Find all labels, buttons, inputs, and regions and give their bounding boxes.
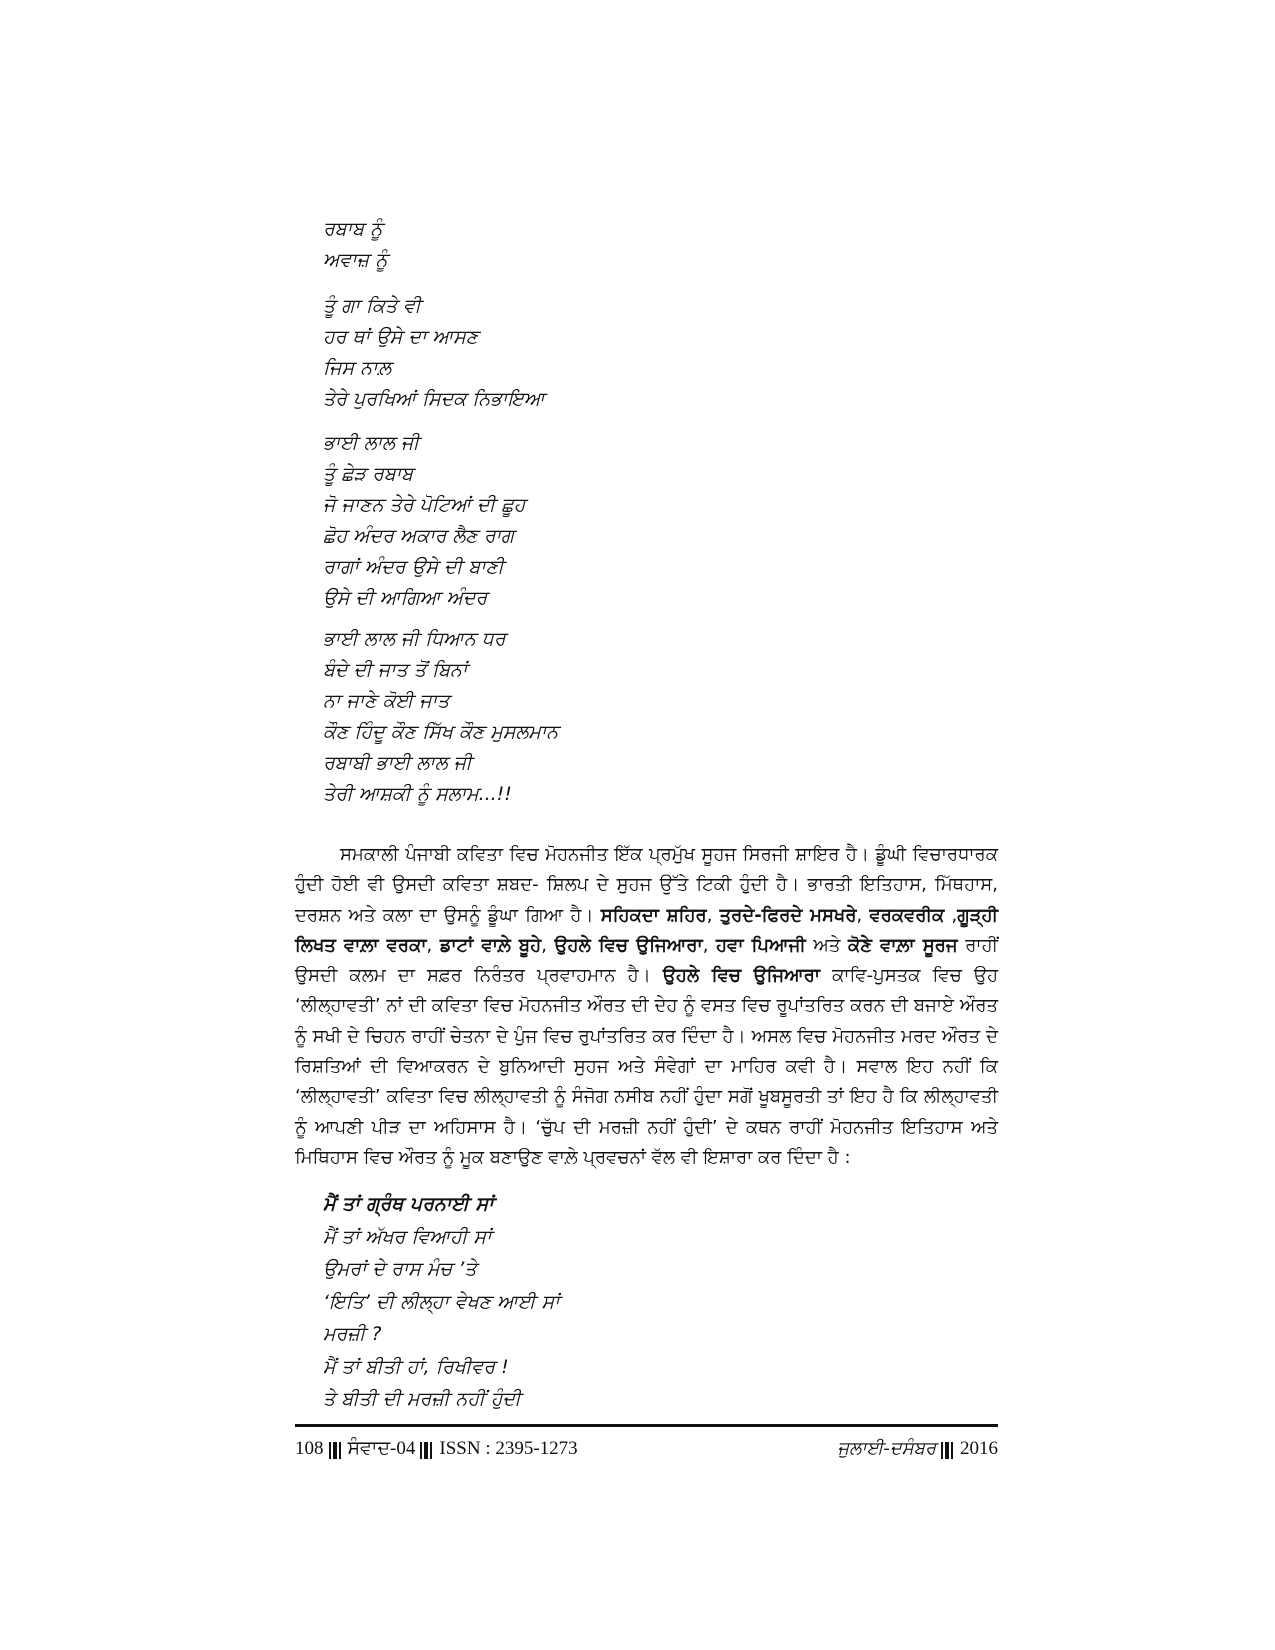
text-run: ,: [706, 904, 720, 926]
text-run: ,: [944, 904, 958, 926]
poem-line: ਤੂੰ ਛੇੜ ਰਬਾਬ: [323, 463, 414, 485]
text-run: ਕਾਵਿ-ਪੁਸਤਕ ਵਿਚ ਉਹ ‘ਲੀਲ੍ਹਾਵਤੀ’ ਨਾਂ ਦੀ ਕਵਿਤਾ ਵਿਚ ਮੋਹਨਜੀਤ ਔਰਤ ਦੀ ਦੇਹ ਨੂੰ ਵਸਤ ਵਿਚ ਰੂਪਾਂਤਰਿਤ ਕਰਨ ਦੀ ਬਜਾਏ ਔਰਤ ਨੂੰ ਸਖੀ ਦੇ ਚਿਹਨ ਰਾਹੀਂ ਚੇਤਨਾ ਦੇ ਪੁੰਜ ਵਿਚ ਰੁਪਾਂਤਰਿਤ ਕਰ ਦਿੰਦਾ ਹੈ। ਅਸਲ ਵਿਚ ਮੋਹਨਜੀਤ ਮਰਦ ਔਰਤ ਦੇ ਰਿਸ਼ਤਿਆਂ ਦੀ ਵਿਆਕਰਨ ਦੇ ਬੁਨਿਆਦੀ ਸੁਹਜ ਅਤੇ ਸੰਵੇਗਾਂ ਦਾ ਮਾਹਿਰ ਕਵੀ ਹੈ। ਸਵਾਲ ਇਹ ਨਹੀਂ ਕਿ ‘ਲੀਲ੍ਹਾਵਤੀ’ ਕਵਿਤਾ ਵਿਚ ਲੀਲ੍ਹਾਵਤੀ ਨੂੰ ਸੰਜੋਗ ਨਸੀਬ ਨਹੀਂ ਹੁੰਦਾ ਸਗੋਂ ਖੂਬਸੂਰਤੀ ਤਾਂ ਇਹ ਹੈ ਕਿ ਲੀਲ੍ਹਾਵਤੀ ਨੂੰ ਆਪਣੀ ਪੀੜ ਦਾ ਅਹਿਸਾਸ ਹੈ। ‘ਚੁੱਪ ਦੀ ਮਰਜ਼ੀ ਨਹੀਂ ਹੁੰਦੀ’ ਦੇ ਕਥਨ ਰਾਹੀਂ ਮੋਹਨਜੀਤ ਇਤਿਹਾਸ ਅਤੇ ਮਿਥਿਹਾਸ ਵਿਚ ਔਰਤ ਨੂੰ ਮੂਕ ਬਣਾਉਣ ਵਾਲ਼ੇ ਪ੍ਰਵਚਨਾਂ ਵੱਲ ਵੀ ਇਸ਼ਾਰਾ ਕਰ ਦਿੰਦਾ ਹੈ :: [295, 965, 998, 1168]
quote-line: ਮੈਂ ਤਾਂ ਅੱਖਰ ਵਿਆਹੀ ਸਾਂ: [323, 1225, 492, 1248]
poem-stanza-1: [323, 214, 387, 276]
poem-line: ਰਬਾਬੀ ਭਾਈ ਲਾਲ ਜੀ: [323, 752, 472, 774]
poem-line: ਕੌਣ ਹਿੰਦੂ ਕੌਣ ਸਿੱਖ ਕੌਣ ਮੁਸਲਮਾਨ: [323, 721, 559, 743]
issue-period: ਜੁਲਾਈ-ਦਸੰਬਰ: [837, 1438, 936, 1459]
quote-line: ‘ਇਤਿ’ ਦੀ ਲੀਲ੍ਹਾ ਵੇਖਣ ਆਈ ਸਾਂ: [323, 1290, 560, 1313]
quote-line: ਉਮਰਾਂ ਦੇ ਰਾਸ ਮੰਚ ’ਤੇ: [323, 1258, 477, 1280]
poem-stanza-2: [323, 291, 545, 415]
text-run: ਅਤੇ: [805, 934, 848, 956]
book-title: ਡਾਟਾਂ ਵਾਲ਼ੇ ਬੂਹੇ: [439, 934, 542, 956]
text-run: ਰਾਹੀਂ ਉਸਦੀ ਕਲਮ ਦਾ ਸਫ਼ਰ ਨਿਰੰਤਰ ਪ੍ਰਵਾਹਮਾਨ ਹੈ।: [295, 934, 998, 987]
text-run: ,: [702, 934, 716, 956]
issn: ISSN : 2395-1273: [439, 1438, 578, 1459]
quote-line: ਮੈਂ ਤਾਂ ਗ੍ਰੰਥ ਪਰਨਾਈ ਸਾਂ: [323, 1193, 494, 1215]
poem-line: ਬੰਦੇ ਦੀ ਜਾਤ ਤੋਂ ਬਿਨਾਂ: [323, 659, 468, 681]
poem-line: ਉਸੇ ਦੀ ਆਗਿਆ ਅੰਦਰ: [323, 587, 488, 609]
poem-line: ਤੂੰ ਗਾ ਕਿਤੇ ਵੀ: [323, 295, 421, 317]
poem-line: ਤੇਰੀ ਆਸ਼ਕੀ ਨੂੰ ਸਲਾਮ...!!: [323, 783, 512, 805]
poem-line: ਤੇਰੇ ਪੁਰਖਿਆਂ ਸਿਦਕ ਨਿਭਾਇਆ: [323, 388, 545, 410]
quote-line: ਮੈਂ ਤਾਂ ਬੀਤੀ ਹਾਂ, ਰਿਖੀਵਰ !: [323, 1355, 509, 1378]
body-paragraph: [295, 840, 998, 1173]
issue-year: 2016: [960, 1438, 998, 1459]
paragraph-text: [295, 840, 998, 1173]
text-run: ,: [856, 904, 870, 926]
book-title: ਵਰਕਵਰੀਕ: [869, 904, 945, 926]
poem-line: ਰਾਗਾਂ ਅੰਦਰ ਉਸੇ ਦੀ ਬਾਣੀ: [323, 556, 504, 578]
poem-line: ਜਿਸ ਨਾਲ਼: [323, 357, 392, 379]
poem-line: ਛੋਹ ਅੰਦਰ ਅਕਾਰ ਲੈਣ ਰਾਗ: [323, 525, 515, 547]
poem-stanza-3: [323, 428, 525, 614]
book-title: ਉਹਲੇ ਵਿਚ ਉਜਿਆਰਾ: [554, 934, 703, 956]
text-run: ,: [541, 934, 555, 956]
book-title: ਗੂੜ੍ਹੀ ਲਿਖਤ ਵਾਲ਼ਾ ਵਰਕਾ: [295, 904, 998, 956]
journal-name: ਸੰਵਾਦ-04: [347, 1438, 416, 1459]
poem-line: ਭਾਈ ਲਾਲ ਜੀ: [323, 432, 420, 454]
poem-line: ਅਵਾਜ਼ ਨੂੰ: [323, 249, 388, 271]
separator-icon: [420, 1435, 434, 1465]
book-title: ਸਹਿਕਦਾ ਸ਼ਹਿਰ: [600, 904, 707, 926]
quote-line: ਮਰਜ਼ੀ ?: [323, 1323, 382, 1345]
page-number: 108: [295, 1438, 324, 1459]
separator-icon: [941, 1435, 955, 1465]
book-title: ਤੁਰਦੇ-ਫਿਰਦੇ ਮਸਖਰੇ: [719, 904, 857, 926]
text-run: ਸਮਕਾਲੀ ਪੰਜਾਬੀ ਕਵਿਤਾ ਵਿਚ ਮੋਹਨਜੀਤ ਇੱਕ ਪ੍ਰਮੁੱਖ ਸੂਹਜ ਸਿਰਜੀ ਸ਼ਾਇਰ ਹੈ। ਡੂੰਘੀ ਵਿਚਾਰਧਾਰਕ ਹੁੰਦੀ ਹੋਈ ਵੀ ਉਸਦੀ ਕਵਿਤਾ ਸ਼ਬਦ- ਸ਼ਿਲਪ ਦੇ ਸੁਹਜ ਉੱਤੇ ਟਿਕੀ ਹੁੰਦੀ ਹੈ। ਭਾਰਤੀ ਇਤਿਹਾਸ, ਮਿੱਥਹਾਸ, ਦਰਸ਼ਨ ਅਤੇ ਕਲਾ ਦਾ ਉਸਨੂੰ ਡੂੰਘਾ ਗਿਆ ਹੈ।: [295, 844, 998, 926]
poem-line: ਜੋ ਜਾਣਨ ਤੇਰੇ ਪੋਟਿਆਂ ਦੀ ਛੂਹ: [323, 494, 526, 516]
book-title: ਕੋਣੇ ਵਾਲ਼ਾ ਸੂਰਜ: [847, 934, 958, 956]
text-run: ,: [426, 934, 440, 956]
separator-icon: [329, 1435, 343, 1465]
poem-stanza-4: [323, 624, 558, 810]
poem-line: ਰਬਾਬ ਨੂੰ: [323, 218, 383, 240]
quote-line: ਤੇ ਬੀਤੀ ਦੀ ਮਰਜ਼ੀ ਨਹੀਂ ਹੁੰਦੀ: [323, 1388, 521, 1410]
poem-line: ਹਰ ਥਾਂ ਉਸੇ ਦਾ ਆਸਣ: [323, 326, 479, 348]
book-title: ਉਹਲੇ ਵਿਚ ਉਜਿਆਰਾ: [662, 965, 821, 987]
book-title: ਹਵਾ ਪਿਆਜੀ: [716, 934, 806, 956]
poem-line: ਨਾ ਜਾਣੇ ਕੋਈ ਜਾਤ: [323, 690, 450, 712]
footer-right: [837, 1434, 998, 1465]
footer-rule: [295, 1424, 998, 1427]
poem-line: ਭਾਈ ਲਾਲ ਜੀ ਧਿਆਨ ਧਰ: [323, 628, 506, 650]
footer-left: [295, 1434, 578, 1465]
quoted-poem: [323, 1188, 560, 1416]
